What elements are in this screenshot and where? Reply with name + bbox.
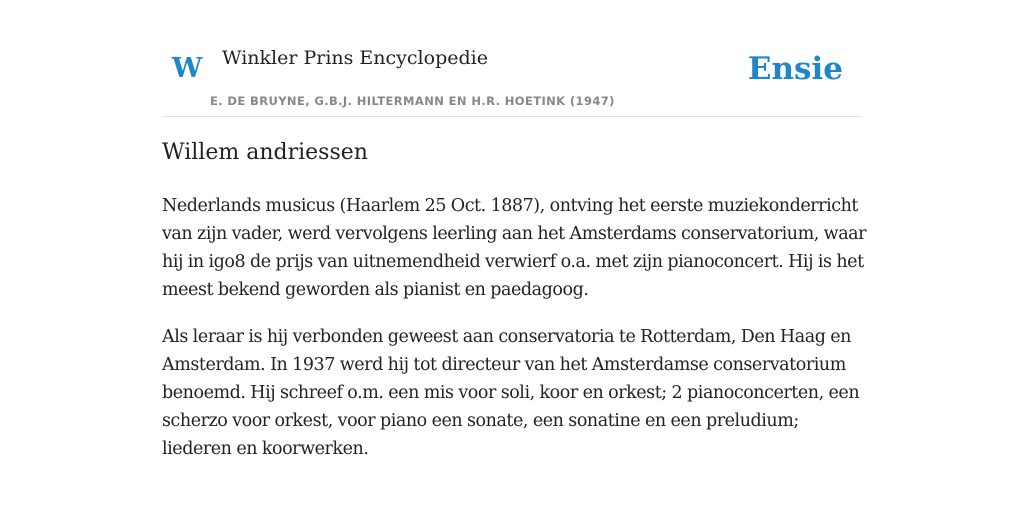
source-logo[interactable]: W [172, 53, 203, 84]
source-header [162, 40, 862, 117]
source-authors: E. DE BRUYNE, G.B.J. HILTERMANN EN H.R. HOETINK (1947) [210, 94, 615, 108]
source-title-link[interactable]: Winkler Prins Encyclopedie [222, 47, 488, 69]
article-title: Willem andriessen [162, 140, 368, 165]
article-paragraph: Nederlands musicus (Haarlem 25 Oct. 1887), ontving het eerste muziekonderricht van zijn vader, werd vervolgens leerling aan het Amsterdams conservatorium, waar hij in igo8 de prijs van uitnemendheid verwierf o.a. met zijn pianoconcert. Hij is het meest bekend geworden als pianist en paedagoog. [162, 196, 867, 300]
brand-logo-link[interactable]: Ensie [747, 51, 843, 87]
article-body [162, 192, 867, 482]
article-paragraph: Als leraar is hij verbonden geweest aan conservatoria te Rotterdam, Den Haag en Amsterdam. In 1937 werd hij tot directeur van het Amsterdamse conservatorium benoemd. Hij schreef o.m. een mis voor soli, koor en orkest; 2 pianoconcerten, een scherzo voor orkest, voor piano een sonate, een sonatine en een preludium; liederen en koorwerken. [162, 327, 860, 459]
